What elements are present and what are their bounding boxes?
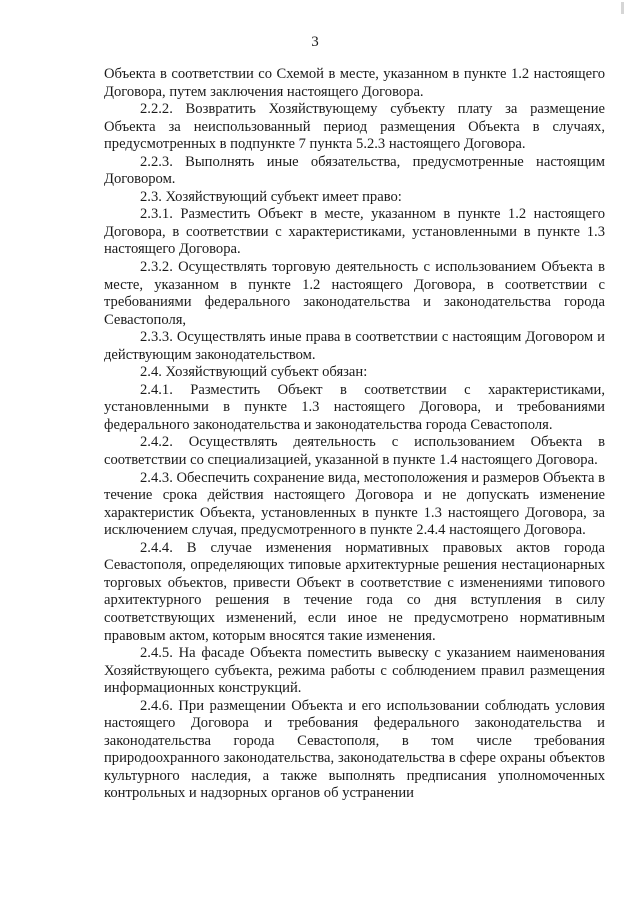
paragraph-2-2-2: 2.2.2. Возвратить Хозяйствующему субъекту плату за размещение Объекта за неиспользованный период размещения Объекта в случаях, предусмотренных в подпункте 7 пункта 5.2.3 настоящего Договора. xyxy=(104,101,605,153)
paragraph-continuation: Объекта в соответствии со Схемой в месте, указанном в пункте 1.2 настоящего Договора, путем заключения настоящего Договора. xyxy=(104,66,605,100)
document-body xyxy=(104,66,605,803)
paragraph-2-2-3: 2.2.3. Выполнять иные обязательства, предусмотренные настоящим Договором. xyxy=(104,153,605,188)
paragraph-2-4-6: 2.4.6. При размещении Объекта и его использовании соблюдать условия настоящего Договора и требования федерального законодательства и законодательства города Севастополя, в том числе требования природоохранного законодательства, законодательства в сфере охраны объектов культурного наследия, а также выполнять предписания уполномоченных контрольных и надзорных органов об устранении xyxy=(104,697,605,802)
paragraph-2-3-2: 2.3.2. Осуществлять торговую деятельность с использованием Объекта в месте, указанном в пункте 1.2 настоящего Договора, в соответствии с требованиями федерального законодательства и законодательства города Севастополя, xyxy=(104,259,605,328)
page-number: 3 xyxy=(311,34,319,50)
paragraph-2-4: 2.4. Хозяйствующий субъект обязан: xyxy=(140,364,368,381)
paragraph-2-4-1: 2.4.1. Разместить Объект в соответствии с характеристиками, установленными в пункте 1.3 настоящего Договора, и требованиями федерального законодательства и законодательства города Севастополя. xyxy=(104,381,605,433)
paragraph-2-3-3: 2.3.3. Осуществлять иные права в соответствии с настоящим Договором и действующим законодательством. xyxy=(104,329,605,363)
paragraph-2-4-3: 2.4.3. Обеспечить сохранение вида, местоположения и размеров Объекта в течение срока действия настоящего Договора и не допускать изменение характеристик Объекта, установленных в пункте 1.3 настоящего Договора, за исключением случая, предусмотренного в пункте 2.4.4 настоящего Договора. xyxy=(104,469,605,539)
paragraph-2-4-2: 2.4.2. Осуществлять деятельность с использованием Объекта в соответствии со специализацией, указанной в пункте 1.4 настоящего Договора. xyxy=(104,434,605,469)
paragraph-2-3-1: 2.3.1. Разместить Объект в месте, указанном в пункте 1.2 настоящего Договора, в соответствии с характеристиками, установленными в пункте 1.3 настоящего Договора. xyxy=(104,206,605,258)
paragraph-2-4-4: 2.4.4. В случае изменения нормативных правовых актов города Севастополя, определяющих типовые архитектурные решения нестационарных торговых объектов, привести Объект в соответствие с изменениями типового архитектурного решения в течение года со дня вступления в силу соответствующих изменений, если иное не предусмотрено нормативным правовым актом, которым вносятся такие изменения. xyxy=(104,539,605,644)
paragraph-2-4-5: 2.4.5. На фасаде Объекта поместить вывеску с указанием наименования Хозяйствующего субъекта, режима работы с соблюдением правил размещения информационных конструкций. xyxy=(104,645,605,697)
paragraph-2-3: 2.3. Хозяйствующий субъект имеет право: xyxy=(140,188,402,205)
scan-edge-mark xyxy=(621,2,624,14)
